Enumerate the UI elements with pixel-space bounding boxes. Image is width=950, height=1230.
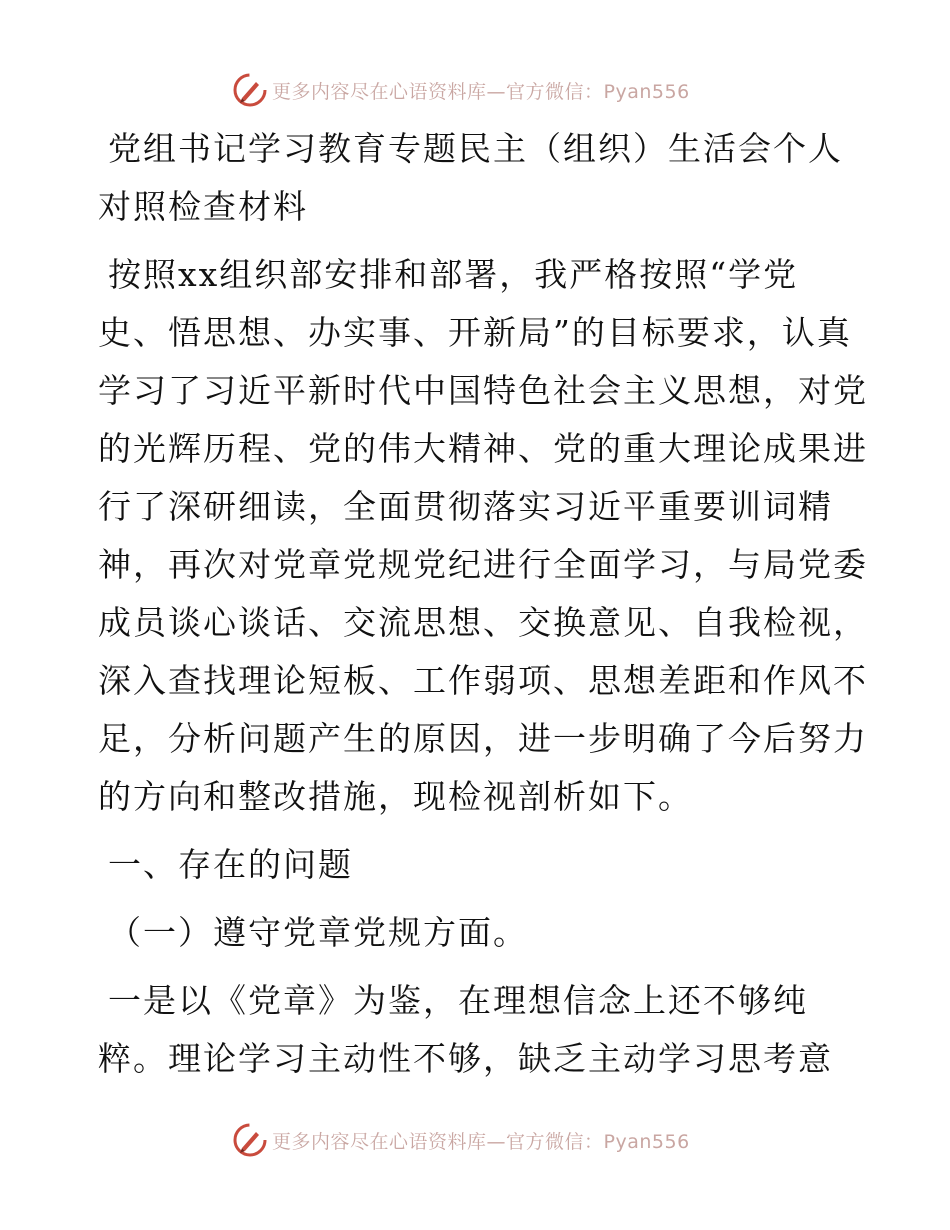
footer-watermark-banner (232, 1120, 690, 1160)
intro-line-5: 行了深研细读，全面贯彻落实习近平重要训词精 (98, 487, 833, 526)
pen-logo-icon (232, 72, 268, 108)
banner-wechat-id: Pyan556 (603, 80, 690, 103)
intro-line-7: 成员谈心谈话、交流思想、交换意见、自我检视， (98, 603, 868, 642)
header-watermark-banner (232, 70, 690, 110)
intro-line-3: 学习了习近平新时代中国特色社会主义思想，对党 (98, 371, 868, 410)
banner-text (272, 1127, 690, 1154)
intro-line-2: 史、悟思想、办实事、开新局”的目标要求，认真 (98, 313, 852, 352)
banner-text (272, 77, 690, 104)
section-heading: 一、存在的问题 (108, 845, 353, 884)
intro-line-9: 足，分析问题产生的原因，进一步明确了今后努力 (98, 719, 868, 758)
intro-line-1: 按照xx组织部安排和部署，我严格按照“学党 (108, 255, 799, 294)
intro-line-10: 的方向和整改措施，现检视剖析如下。 (98, 777, 693, 816)
intro-line-4: 的光辉历程、党的伟大精神、党的重大理论成果进 (98, 429, 868, 468)
subsection-heading: （一）遵守党章党规方面。 (108, 913, 528, 952)
document-title-line-1: 党组书记学习教育专题民主（组织）生活会个人 (108, 129, 843, 168)
document-body (98, 120, 868, 1088)
point-line-1: 一是以《党章》为鉴，在理想信念上还不够纯 (108, 981, 808, 1020)
document-title-line-2: 对照检查材料 (98, 187, 308, 226)
banner-label: 更多内容尽在心语资料库—官方微信： (272, 1130, 604, 1153)
point-line-2: 粹。理论学习主动性不够，缺乏主动学习思考意 (98, 1039, 833, 1078)
banner-label: 更多内容尽在心语资料库—官方微信： (272, 80, 604, 103)
intro-line-6: 神，再次对党章党规党纪进行全面学习，与局党委 (98, 545, 868, 584)
pen-logo-icon (232, 1122, 268, 1158)
intro-line-8: 深入查找理论短板、工作弱项、思想差距和作风不 (98, 661, 868, 700)
banner-wechat-id: Pyan556 (603, 1130, 690, 1153)
